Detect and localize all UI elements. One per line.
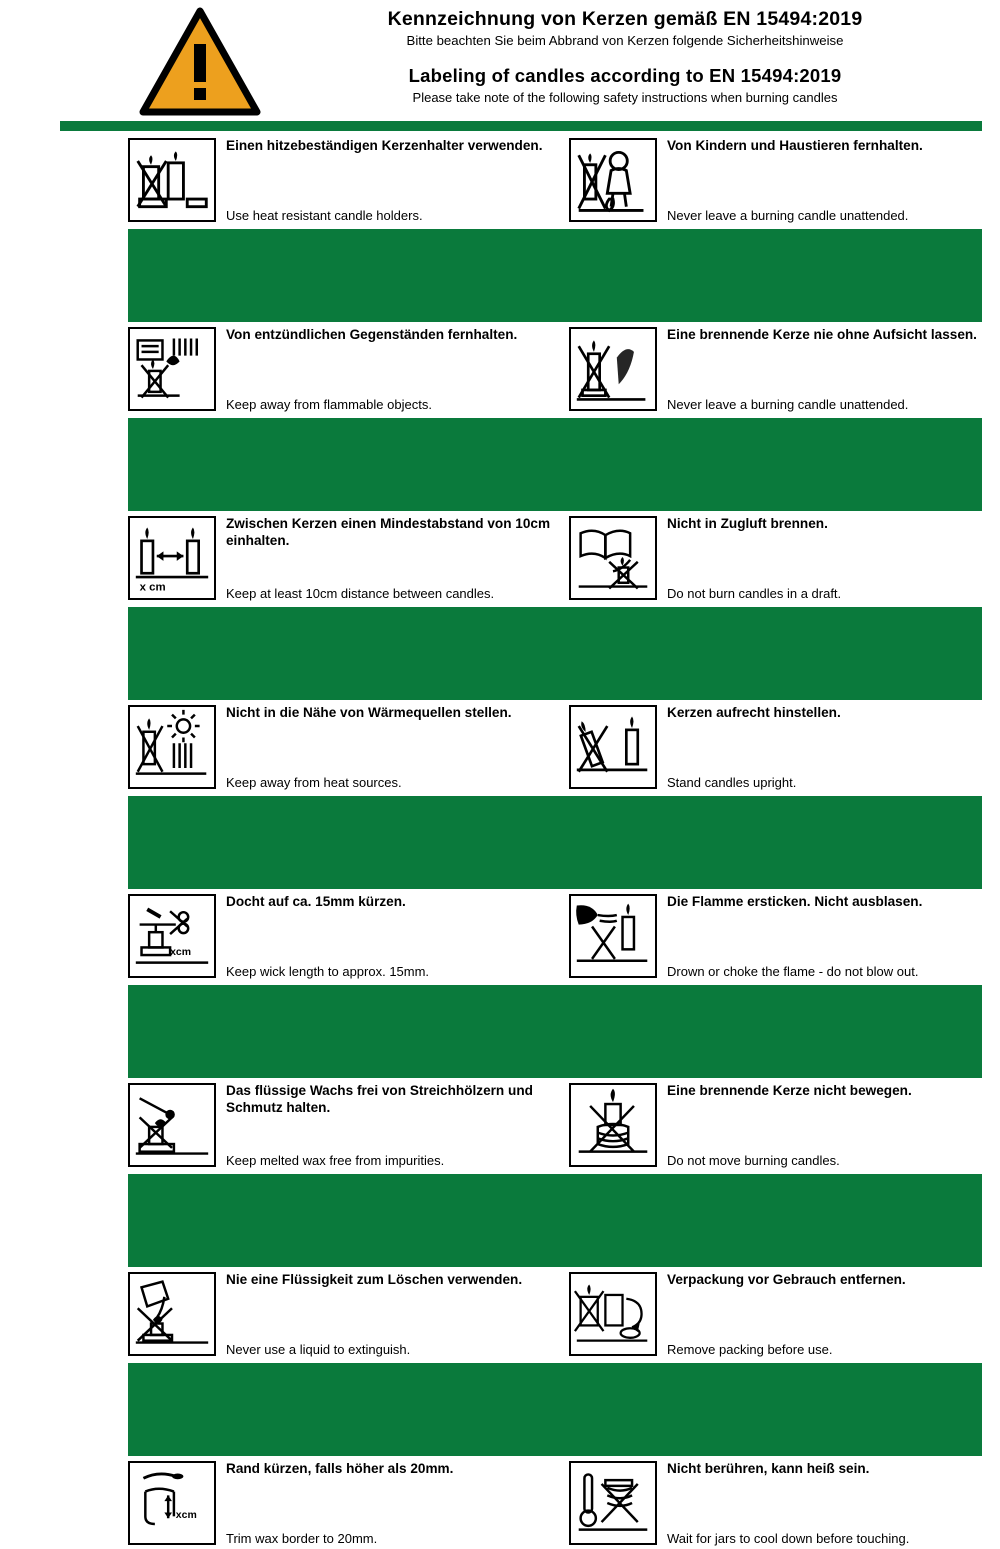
trim-wick-15mm-icon: [128, 894, 216, 978]
instruction-text: [657, 322, 984, 415]
instruction-text: [216, 511, 553, 604]
instruction-cell: [128, 322, 559, 415]
instruction-de: Von entzündlichen Gegenständen fernhalten.: [226, 327, 518, 342]
instruction-cell: [128, 511, 559, 604]
remove-packaging-icon: [569, 1272, 657, 1356]
instruction-en: Keep at least 10cm distance between candles.: [226, 586, 495, 602]
candle-holder-icon: [128, 138, 216, 222]
instruction-de: Nicht in die Nähe von Wärmequellen stellen.: [226, 705, 512, 720]
instruction-row: [0, 1267, 1000, 1360]
divider: [128, 1174, 982, 1267]
no-draft-icon: [569, 516, 657, 600]
instruction-cell: [559, 889, 990, 982]
instruction-de: Nicht berühren, kann heiß sein.: [667, 1461, 870, 1476]
flammable-objects-icon: [128, 327, 216, 411]
xcm-label-1: x cm: [139, 581, 166, 594]
instruction-cell: [559, 1078, 990, 1171]
instruction-de: Kerzen aufrecht hinstellen.: [667, 705, 841, 720]
instruction-text: [657, 511, 984, 604]
instruction-en: Keep away from heat sources.: [226, 775, 402, 791]
instruction-en: Drown or choke the flame - do not blow out.: [667, 964, 919, 980]
divider: [128, 985, 982, 1078]
instruction-row: [0, 133, 1000, 226]
divider: [128, 1363, 982, 1456]
divider-top: [60, 121, 982, 131]
instruction-de: Einen hitzebeständigen Kerzenhalter verwenden.: [226, 138, 543, 153]
instruction-text: [657, 700, 984, 793]
instruction-de: Eine brennende Kerze nie ohne Aufsicht lassen.: [667, 327, 977, 342]
candle-upright-icon: [569, 705, 657, 789]
instruction-row: [0, 700, 1000, 793]
instruction-en: Stand candles upright.: [667, 775, 797, 791]
divider: [128, 796, 982, 889]
instruction-text: [657, 889, 984, 982]
instruction-en: Do not move burning candles.: [667, 1153, 840, 1169]
instruction-de: Von Kindern und Haustieren fernhalten.: [667, 138, 923, 153]
instruction-cell: [128, 1267, 559, 1360]
heat-sources-icon: [128, 705, 216, 789]
instruction-de: Die Flamme ersticken. Nicht ausblasen.: [667, 894, 923, 909]
instruction-text: [216, 1267, 553, 1360]
header-en-title: Labeling of candles according to EN 15494:2019: [408, 65, 842, 87]
instruction-de: Nie eine Flüssigkeit zum Löschen verwenden.: [226, 1272, 523, 1287]
instruction-de: Rand kürzen, falls höher als 20mm.: [226, 1461, 454, 1476]
instruction-en: Trim wax border to 20mm.: [226, 1531, 378, 1547]
instruction-de: Das flüssige Wachs frei von Streichhölzern und Schmutz halten.: [226, 1083, 533, 1115]
header-en-subtitle: Please take note of the following safety instructions when burning candles: [412, 89, 838, 105]
instruction-de: Zwischen Kerzen einen Mindestabstand von 10cm einhalten.: [226, 516, 551, 548]
instruction-cell: [559, 133, 990, 226]
unattended-candle-icon: [569, 327, 657, 411]
do-not-blow-out-icon: [569, 894, 657, 978]
instruction-cell: [559, 322, 990, 415]
instruction-de: Verpackung vor Gebrauch entfernen.: [667, 1272, 906, 1287]
instruction-cell: [559, 1267, 990, 1360]
instruction-text: [216, 1456, 553, 1549]
header-text-block: [260, 4, 980, 105]
instruction-cell: [128, 133, 559, 226]
candle-distance-10cm-icon: [128, 516, 216, 600]
instruction-en: Keep wick length to approx. 15mm.: [226, 964, 430, 980]
xcm-label-3: xcm: [175, 1510, 197, 1522]
instruction-cell: [128, 700, 559, 793]
warning-triangle-exclamation-icon: [140, 6, 260, 118]
instruction-text: [216, 889, 553, 982]
instruction-text: [216, 1078, 553, 1171]
trim-wax-border-20mm-icon: [128, 1461, 216, 1545]
instruction-text: [216, 133, 553, 226]
header: [0, 0, 1000, 118]
instruction-cell: [559, 511, 990, 604]
instruction-de: Docht auf ca. 15mm kürzen.: [226, 894, 406, 909]
instruction-cell: [559, 1456, 990, 1549]
instruction-en: Wait for jars to cool down before touching.: [667, 1531, 910, 1547]
instruction-text: [657, 1078, 984, 1171]
instruction-en: Never use a liquid to extinguish.: [226, 1342, 411, 1358]
instruction-en: Never leave a burning candle unattended.: [667, 397, 909, 413]
instruction-en: Do not burn candles in a draft.: [667, 586, 842, 602]
instruction-text: [657, 1267, 984, 1360]
header-de-subtitle: Bitte beachten Sie beim Abbrand von Kerzen folgende Sicherheitshinweise: [406, 33, 844, 49]
instruction-text: [216, 322, 553, 415]
instruction-rows: [0, 131, 1000, 1549]
instruction-en: Use heat resistant candle holders.: [226, 208, 423, 224]
instruction-en: Remove packing before use.: [667, 1342, 833, 1358]
hot-jar-do-not-touch-icon: [569, 1461, 657, 1545]
instruction-cell: [128, 1456, 559, 1549]
instruction-row: [0, 889, 1000, 982]
instruction-cell: [128, 1078, 559, 1171]
instruction-de: Eine brennende Kerze nicht bewegen.: [667, 1083, 912, 1098]
instruction-en: Keep away from flammable objects.: [226, 397, 432, 413]
divider: [128, 418, 982, 511]
instruction-en: Never leave a burning candle unattended.: [667, 208, 909, 224]
instruction-cell: [128, 889, 559, 982]
instruction-en: Keep melted wax free from impurities.: [226, 1153, 445, 1169]
divider: [128, 229, 982, 322]
keep-away-from-children-pets-icon: [569, 138, 657, 222]
xcm-label-2: xcm: [170, 947, 192, 959]
no-liquid-extinguish-icon: [128, 1272, 216, 1356]
instruction-text: [657, 133, 984, 226]
wax-free-of-matches-icon: [128, 1083, 216, 1167]
instruction-text: [657, 1456, 984, 1549]
divider: [128, 607, 982, 700]
instruction-row: [0, 1456, 1000, 1549]
do-not-move-burning-candle-icon: [569, 1083, 657, 1167]
instruction-row: [0, 511, 1000, 604]
instruction-cell: [559, 700, 990, 793]
instruction-row: [0, 1078, 1000, 1171]
instruction-de: Nicht in Zugluft brennen.: [667, 516, 828, 531]
header-de-title: Kennzeichnung von Kerzen gemäß EN 15494:2019: [387, 8, 863, 30]
instruction-text: [216, 700, 553, 793]
instruction-row: [0, 322, 1000, 415]
